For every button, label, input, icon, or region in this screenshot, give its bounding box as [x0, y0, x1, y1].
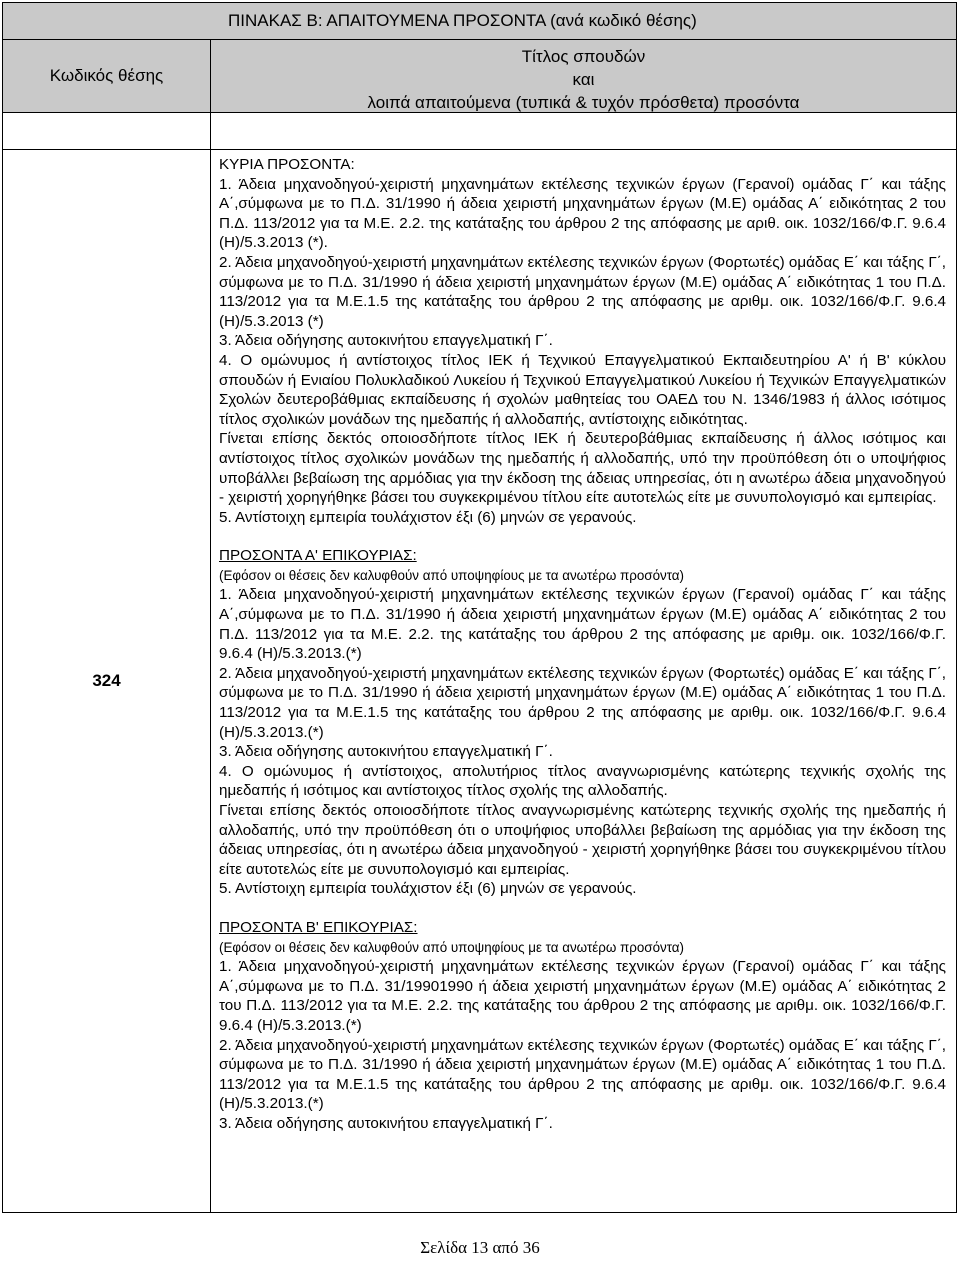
- b-aux-item-2: 2. Άδεια μηχανοδηγού-χειριστή μηχανημάτων εκτέλεσης τεχνικών έργων (Φορτωτές) ομάδας Ε΄ και τάξης Γ΄, σύμφωνα με το Π.Δ. 31/1990 ή άδεια χειριστή μηχανημάτων έργων (Μ.Ε) ομάδας Α΄ ειδικότητας 1 του Π.Δ. 113/2012 για τα Μ.Ε.1.5 της κατάταξης του άρθρου 2 της απόφασης με αριθμ. οικ. 1032/166/Φ.Γ. 9.6.4 (Η)/5.3.2013.(*): [219, 1036, 946, 1113]
- b-aux-note: (Εφόσον οι θέσεις δεν καλυφθούν από υποψηφίους με τα ανωτέρω προσόντα): [219, 939, 685, 955]
- table-title: ΠΙΝΑΚΑΣ Β: ΑΠΑΙΤΟΥΜΕΝΑ ΠΡΟΣΟΝΤΑ (ανά κωδικό θέσης): [228, 11, 697, 30]
- main-item-3: 3. Άδεια οδήγησης αυτοκινήτου επαγγελματική Γ΄.: [219, 332, 553, 350]
- a-aux-item-3: 3. Άδεια οδήγησης αυτοκινήτου επαγγελματική Γ΄.: [219, 743, 553, 761]
- main-heading: ΚΥΡΙΑ ΠΡΟΣΟΝΤΑ:: [219, 156, 355, 173]
- main-item-5: 5. Αντίστοιχη εμπειρία τουλάχιστον έξι (6) μηνών σε γερανούς.: [219, 508, 637, 526]
- page-number: Σελίδα 13 από 36: [420, 1238, 540, 1257]
- a-aux-item-4b: Γίνεται επίσης δεκτός οποιοσδήποτε τίτλος αναγνωρισμένης κατώτερης τεχνικής σχολής της ημεδαπής ή αλλοδαπής, υπό την προϋπόθεση ότι ο υποψήφιος υποβάλλει βεβαίωση της αρμόδιας για την έκδοση της άδειας υπηρεσίας, ότι η ανωτέρω άδεια μηχανοδηγού - χειριστή χορηγήθηκε βάσει του συγκεκριμένου τίτλου είτε αυτοτελώς είτε με συνυπολογισμό και εμπειρίας.: [219, 802, 946, 878]
- main-item-1: 1. Άδεια μηχανοδηγού-χειριστή μηχανημάτων εκτέλεσης τεχνικών έργων (Γερανοί) ομάδας Γ΄ και τάξης Α΄,σύμφωνα με το Π.Δ. 31/1990 ή άδεια χειριστή μηχανημάτων έργων (Μ.Ε) ομάδας Α΄ ειδικότητας 2 του Π.Δ. 113/2012 για τα Μ.Ε. 2.2. της κατάταξης του άρθρου 2 της απόφασης με αριθ. οικ. 1032/166/Φ.Γ. 9.6.4 (Η)/5.3.2013 (*).: [219, 175, 946, 252]
- page-footer: [0, 1238, 960, 1258]
- a-aux-item-4: 4. Ο ομώνυμος ή αντίστοιχος, απολυτήριος τίτλος αναγνωρισμένης κατώτερης τεχνικής σχολής της ημεδαπής ή ισότιμος και αντίστοιχος τίτλος σχολής της αλλοδαπής.: [219, 762, 946, 800]
- main-item-4b: Γίνεται επίσης δεκτός οποιοσδήποτε τίτλος ΙΕΚ ή δευτεροβάθμιας εκπαίδευσης ή άλλος ισότιμος και αντίστοιχος τίτλος σχολικών μονάδων της ημεδαπής ή αλλοδαπής, υπό την προϋπόθεση ότι ο υποψήφιος υποβάλλει βεβαίωση της αρμόδιας για την έκδοση της άδειας υπηρεσίας, ότι η ανωτέρω άδεια μηχανοδηγού - χειριστή χορηγήθηκε βάσει του συγκεκριμένου τίτλου είτε αυτοτελώς είτε με συνυπολογισμό και εμπειρίας.: [219, 430, 946, 507]
- main-item-2: 2. Άδεια μηχανοδηγού-χειριστή μηχανημάτων εκτέλεσης τεχνικών έργων (Φορτωτές) ομάδας Ε΄ και τάξης Γ΄, σύμφωνα με το Π.Δ. 31/1990 ή άδεια χειριστή μηχανημάτων έργων (Μ.Ε) ομάδας Α΄ ειδικότητας 1 του Π.Δ. 113/2012 για τα Μ.Ε.1.5 της κατάταξης του άρθρου 2 της απόφασης με αριθμ. οικ. 1032/166/Φ.Γ. 9.6.4 (Η)/5.3.2013 (*): [219, 253, 946, 330]
- table-title-row: [2, 2, 957, 40]
- a-aux-item-5: 5. Αντίστοιχη εμπειρία τουλάχιστον έξι (6) μηνών σε γερανούς.: [219, 880, 637, 898]
- column-header-code: Κωδικός θέσης: [2, 39, 211, 113]
- main-item-4: 4. Ο ομώνυμος ή αντίστοιχος τίτλος ΙΕΚ ή Τεχνικού Επαγγελματικού Εκπαιδευτηρίου Α' ή Β' κύκλου σπουδών ή Ενιαίου Πολυκλαδικού Λυκείου ή Τεχνικού Επαγγελματικού Λυκείου ή Τεχνικών Επαγγελματικών Σχολών δευτεροβάθμιας εκπαίδευσης ή σχολών μαθητείας του ΟΑΕΔ του Ν. 1346/1983 ή άλλος ισότιμος τίτλος σχολικών μονάδων της ημεδαπής ή αλλοδαπής, αντίστοιχης ειδικότητας.: [219, 351, 946, 428]
- a-aux-item-1: 1. Άδεια μηχανοδηγού-χειριστή μηχανημάτων εκτέλεσης τεχνικών έργων (Γερανοί) ομάδας Γ΄ και τάξης Α΄,σύμφωνα με το Π.Δ. 31/1990 ή άδεια χειριστή μηχανημάτων έργων (Μ.Ε) ομάδας Α΄ ειδικότητας 2 του Π.Δ. 113/2012 για τα Μ.Ε. 2.2. της κατάταξης του άρθρου 2 της απόφασης με αριθμ. οικ. 1032/166/Φ.Γ. 9.6.4 (Η)/5.3.2013.(*): [219, 586, 946, 663]
- position-code-cell: [2, 149, 211, 1213]
- b-aux-item-3: 3. Άδεια οδήγησης αυτοκινήτου επαγγελματική Γ΄.: [219, 1114, 553, 1132]
- a-aux-note: (Εφόσον οι θέσεις δεν καλυφθούν από υποψηφίους με τα ανωτέρω προσόντα): [219, 567, 685, 583]
- position-code: 324: [92, 671, 121, 690]
- column-header-qualifications: Τίτλος σπουδών και λοιπά απαιτούμενα (τυπικά & τυχόν πρόσθετα) προσόντα: [210, 39, 957, 113]
- b-aux-heading: ΠΡΟΣΟΝΤΑ Β' ΕΠΙΚΟΥΡΙΑΣ:: [219, 918, 418, 936]
- empty-cell-left: [2, 112, 211, 150]
- qualifications-cell: [210, 149, 957, 1213]
- a-aux-heading: ΠΡΟΣΟΝΤΑ Α' ΕΠΙΚΟΥΡΙΑΣ:: [219, 547, 417, 565]
- b-aux-item-1: 1. Άδεια μηχανοδηγού-χειριστή μηχανημάτων εκτέλεσης τεχνικών έργων (Γερανοί) ομάδας Γ΄ και τάξης Α΄,σύμφωνα με το Π.Δ. 31/19901990 ή άδεια χειριστή μηχανημάτων έργων (Μ.Ε) ομάδας Α΄ ειδικότητας 2 του Π.Δ. 113/2012 για τα Μ.Ε. 2.2. της κατάταξης του άρθρου 2 της απόφασης με αριθμ. οικ. 1032/166/Φ.Γ. 9.6.4 (Η)/5.3.2013.(*): [219, 958, 946, 1034]
- a-aux-item-2: 2. Άδεια μηχανοδηγού-χειριστή μηχανημάτων εκτέλεσης τεχνικών έργων (Φορτωτές) ομάδας Ε΄ και τάξης Γ΄, σύμφωνα με το Π.Δ. 31/1990 ή άδεια χειριστή μηχανημάτων έργων (Μ.Ε) ομάδας Α΄ ειδικότητας 1 του Π.Δ. 113/2012 για τα Μ.Ε.1.5 της κατάταξης του άρθρου 2 της απόφασης με αριθμ. οικ. 1032/166/Φ.Γ. 9.6.4 (Η)/5.3.2013.(*): [219, 664, 946, 741]
- empty-cell-right: [210, 112, 957, 150]
